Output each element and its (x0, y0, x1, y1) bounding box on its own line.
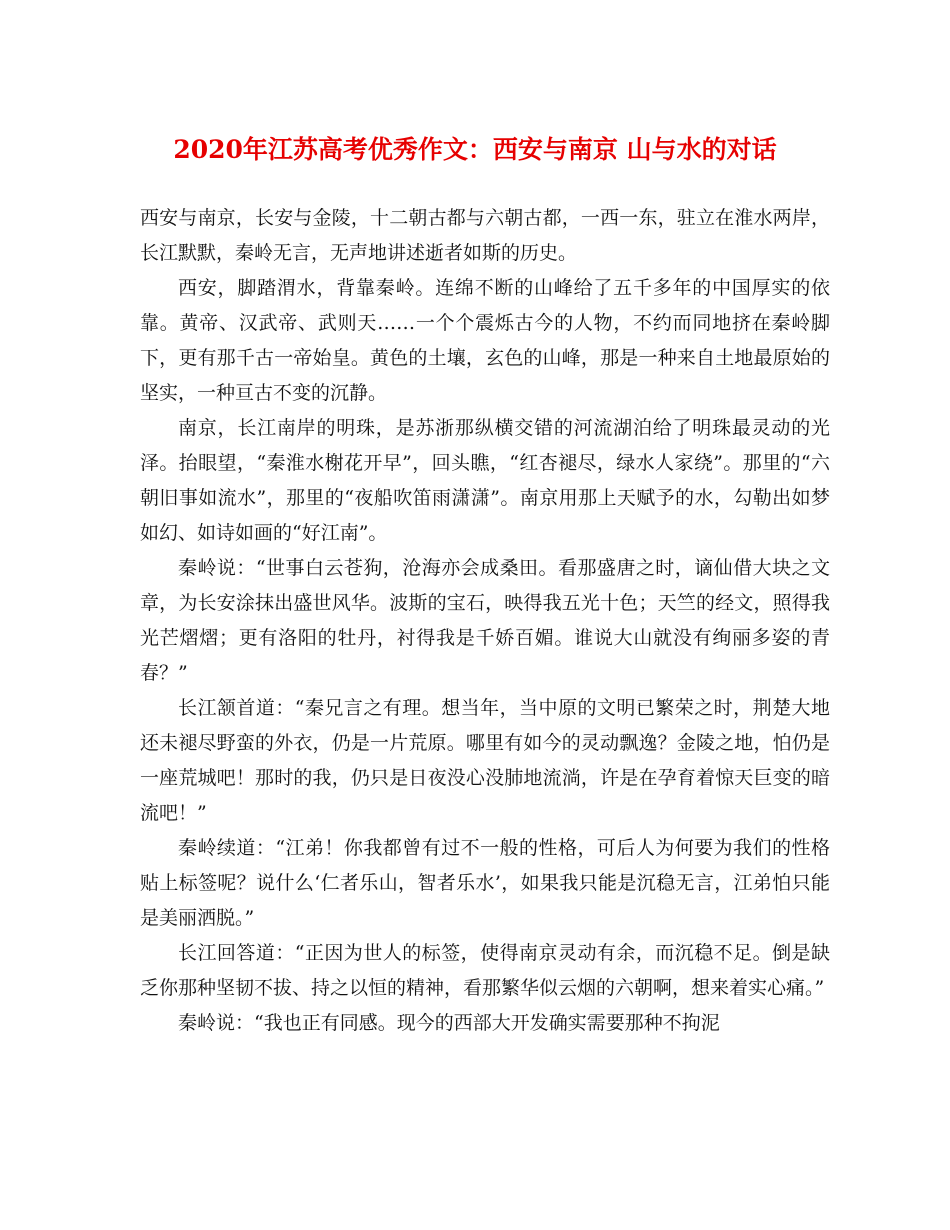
essay-title: 2020年江苏高考优秀作文：西安与南京 山与水的对话 (173, 135, 777, 164)
paragraph: 秦岭续道：“江弟！你我都曾有过不一般的性格，可后人为何要为我们的性格贴上标签呢？说什么‘仁者乐山，智者乐水’，如果我只能是沉稳无言，江弟怕只能是美丽洒脱。” (140, 837, 830, 929)
paragraph: 秦岭说：“世事白云苍狗，沧海亦会成桑田。看那盛唐之时，谪仙借大块之文章，为长安涂抹出盛世风华。波斯的宝石，映得我五光十色；天竺的经文，照得我光芒熠熠；更有洛阳的牡丹，衬得我是千娇百媚。谁说大山就没有绚丽多姿的青春？” (140, 557, 830, 684)
paragraph: 长江回答道：“正因为世人的标签，使得南京灵动有余，而沉稳不足。倒是缺乏你那种坚韧不拔、持之以恒的精神，看那繁华似云烟的六朝啊，想来着实心痛。” (140, 942, 830, 999)
paragraph: 西安与南京，长安与金陵，十二朝古都与六朝古都，一西一东，驻立在淮水两岸，长江默默，秦岭无言，无声地讲述逝者如斯的历史。 (140, 207, 830, 264)
paragraph: 秦岭说：“我也正有同感。现今的西部大开发确实需要那种不拘泥 (178, 1012, 720, 1034)
paragraph: 长江颔首道：“秦兄言之有理。想当年，当中原的文明已繁荣之时，荆楚大地还未褪尽野蛮的外衣，仍是一片荒原。哪里有如今的灵动飘逸？金陵之地，怕仍是一座荒城吧！那时的我，仍只是日夜没心没肺地流淌，许是在孕育着惊天巨变的暗流吧！” (140, 697, 830, 824)
paragraph: 南京，长江南岸的明珠，是苏浙那纵横交错的河流湖泊给了明珠最灵动的光泽。抬眼望，“秦淮水榭花开早”，回头瞧，“红杏褪尽，绿水人家绕”。那里的“六朝旧事如流水”，那里的“夜船吹笛雨潇潇”。南京用那上天赋予的水，勾勒出如梦如幻、如诗如画的“好江南”。 (140, 417, 830, 544)
essay-body (140, 201, 830, 1041)
paragraph: 西安，脚踏渭水，背靠秦岭。连绵不断的山峰给了五千多年的中国厚实的依靠。黄帝、汉武帝、武则天……一个个震烁古今的人物，不约而同地挤在秦岭脚下，更有那千古一帝始皇。黄色的土壤，玄色的山峰，那是一种来自土地最原始的坚实，一种亘古不变的沉静。 (140, 277, 830, 404)
